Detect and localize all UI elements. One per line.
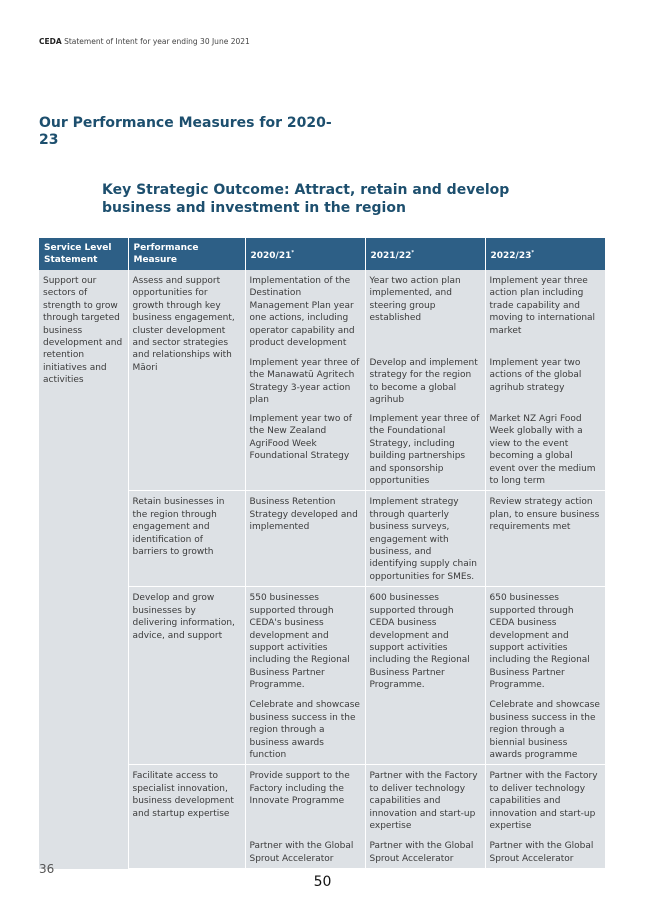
year-2022-23-cell: [485, 765, 605, 869]
target-text: Business Retention Strategy developed and implemented: [249, 497, 358, 533]
year-2021-22-cell: [365, 491, 485, 587]
target-text: Partner with the Global Sprout Accelerator: [249, 841, 354, 864]
header-org: CEDA: [39, 37, 62, 46]
header-2020-21: 2020/21*: [245, 238, 365, 270]
target-text: Provide support to the Factory including the Innovate Programme: [249, 771, 350, 807]
target-text: Implement year three action plan including trade capability and moving to international market: [489, 276, 596, 336]
year-2022-23-cell: [485, 491, 605, 587]
target-text: 550 businesses supported through CEDA's business development and support activities including the Regional Business Partner Programme.: [249, 593, 350, 691]
target-text: 650 businesses supported through CEDA business development and support activities including the Regional Business Partner Programme.: [489, 593, 590, 691]
outcome-title: Key Strategic Outcome: Attract, retain and develop business and investment in the region: [102, 182, 510, 216]
year-2020-21-cell: [245, 765, 365, 869]
year-2021-22-cell: [365, 587, 485, 765]
year-2020-21-cell: [245, 491, 365, 587]
target-text: Celebrate and showcase business success in the region through a business awards function: [249, 700, 360, 760]
target-text: Year two action plan implemented, and steering group established: [369, 276, 461, 324]
header-subtitle: Statement of Intent for year ending 30 June 2021: [64, 37, 250, 46]
target-text: Review strategy action plan, to ensure business requirements met: [489, 497, 600, 533]
header-2022-23: 2022/23*: [485, 238, 605, 270]
measure-cell: Facilitate access to specialist innovation, business development and startup expertise: [128, 765, 245, 869]
target-text: Partner with the Factory to deliver technology capabilities and innovation and start-up expertise: [369, 771, 478, 831]
target-text: Implementation of the Destination Management Plan year one actions, including operator capability and product development: [249, 276, 355, 349]
target-text: Partner with the Global Sprout Accelerator: [369, 841, 474, 864]
target-text: Implement year three of the Manawatū Agritech Strategy 3-year action plan: [249, 358, 360, 406]
year-2020-21-cell: [245, 587, 365, 765]
target-text: Implement year two of the New Zealand AgriFood Week Foundational Strategy: [249, 414, 352, 462]
header-2021-22: 2021/22*: [365, 238, 485, 270]
year-2021-22-cell: [365, 765, 485, 869]
year-2022-23-cell: [485, 270, 605, 491]
measure-cell: Assess and support opportunities for growth through key business engagement, cluster development and sector strategies and relationships with Māori: [128, 270, 245, 491]
year-2022-23-cell: [485, 587, 605, 765]
section-title: Our Performance Measures for 2020-23: [39, 115, 332, 148]
measure-cell: Develop and grow businesses by delivering information, advice, and support: [128, 587, 245, 765]
header-service-level: Service Level Statement: [39, 238, 128, 270]
year-2021-22-cell: [365, 270, 485, 491]
page-number-center: 50: [313, 874, 332, 890]
target-text: Implement strategy through quarterly business surveys, engagement with business, and identifying supply chain opportunities for SMEs.: [369, 497, 477, 582]
target-text: Market NZ Agri Food Week globally with a view to the event becoming a global event over the medium to long term: [489, 414, 596, 487]
table-row: [39, 270, 605, 491]
service-statement-cell: Support our sectors of strength to grow through targeted business development and retention initiatives and activities: [39, 270, 128, 869]
measure-cell: Retain businesses in the region through engagement and identification of barriers to growth: [128, 491, 245, 587]
target-text: Celebrate and showcase business success in the region through a biennial business awards programme: [489, 700, 600, 760]
year-2020-21-cell: [245, 270, 365, 491]
target-text: Implement year three of the Foundational Strategy, including building partnerships and sponsorship opportunities: [369, 414, 480, 487]
performance-measures-table: [39, 238, 606, 869]
target-text: Partner with the Factory to deliver technology capabilities and innovation and start-up expertise: [489, 771, 598, 831]
page-number-left: 36: [39, 862, 55, 876]
target-text: Implement year two actions of the global agrihub strategy: [489, 358, 582, 393]
target-text: Partner with the Global Sprout Accelerator: [489, 841, 594, 864]
target-text: 600 businesses supported through CEDA business development and support activities including the Regional Business Partner Programme.: [369, 593, 470, 691]
document-header: [39, 37, 250, 46]
target-text: Develop and implement strategy for the region to become a global agrihub: [369, 358, 478, 406]
table-header-row: [39, 238, 605, 270]
header-performance-measure: Performance Measure: [128, 238, 245, 270]
